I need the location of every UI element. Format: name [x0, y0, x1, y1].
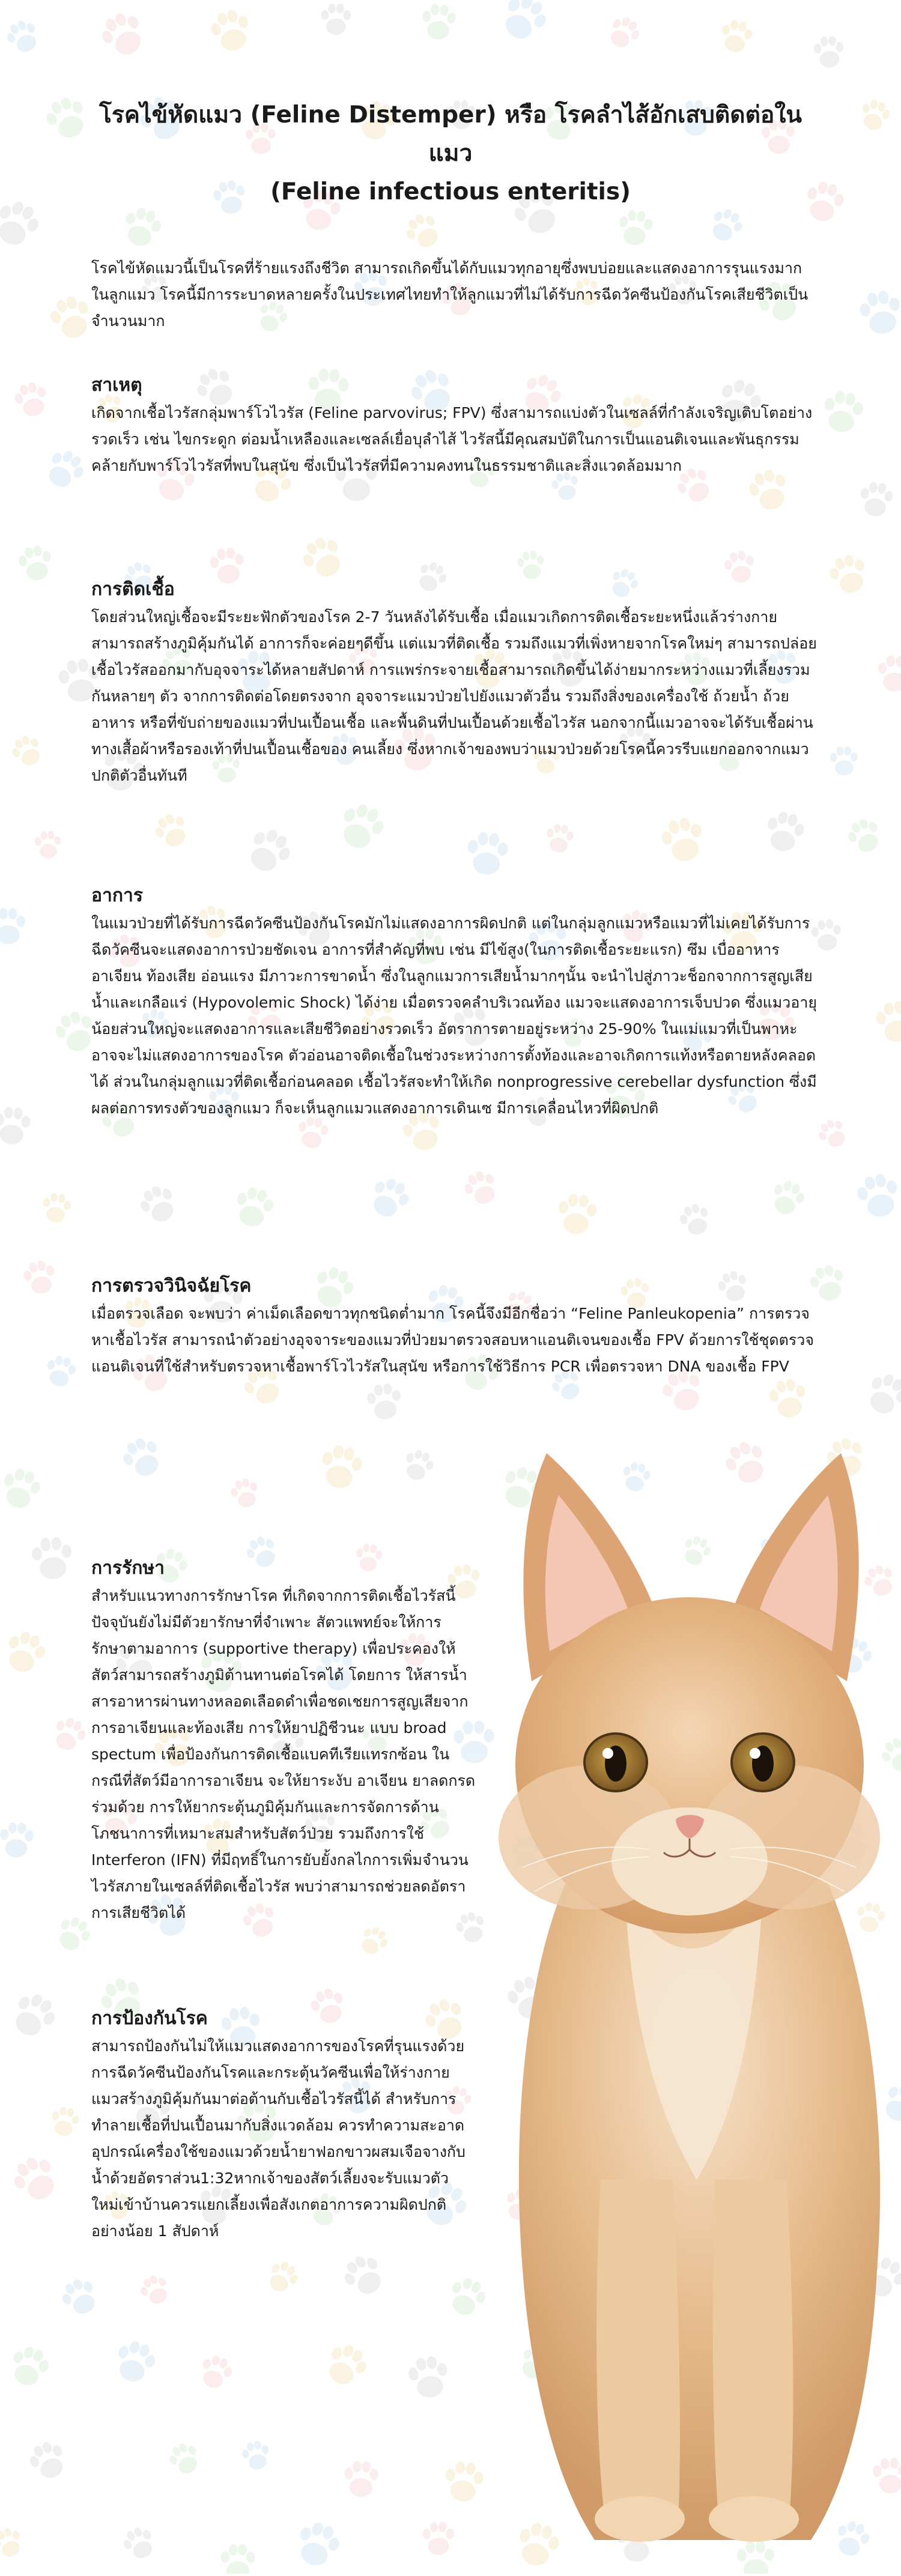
- paw-print-icon: [320, 2339, 372, 2392]
- section-heading: การตรวจวินิจฉัยโรค: [91, 1275, 252, 1296]
- paw-print-icon: [231, 1184, 276, 1230]
- paw-print-icon: [8, 731, 47, 771]
- paw-print-icon: [11, 379, 51, 420]
- paw-print-icon: [877, 655, 901, 692]
- paw-print-icon: [844, 815, 886, 857]
- paw-print-icon: [16, 543, 55, 583]
- paw-print-icon: [767, 1377, 809, 1421]
- paw-print-icon: [0, 908, 25, 944]
- paw-print-icon: [406, 2354, 451, 2400]
- paw-print-icon: [466, 831, 509, 877]
- paw-print-icon: [366, 1382, 404, 1421]
- section-diagnosis: [91, 1273, 819, 1380]
- paw-print-icon: [0, 2524, 26, 2560]
- section-body: สำหรับแนวทางการรักษาโรค ที่เกิดจากการติดเชื้อไวรัสนี้ปัจจุบันยังไม่มีตัวยารักษาที่จำเพาะ สัตวแพทย์จะให้การรักษาตามอาการ (supportive therapy) เพื่อประคองให้สัตว์สามารถสร้างภูมิต้านทานต่อโรคได้ โดยการ ให้สารน้ำสารอาหารผ่านทางหลอดเลือดดำเพื่อชดเชยการสูญเสียจากการอาเจียนและท้องเสีย การให้ยาปฏิชีวนะ แบบ broad spectum เพื่อป้องกันการติดเชื้อแบคทีเรียแทรกซ้อน ในกรณีที่สัตว์มีอาการอาเจียน จะให้ยาระงับ อาเจียน ยาลดกรดร่วมด้วย การให้ยากระตุ้นภูมิคุ้มกันและการจัดการด้านโภชนาการที่เหมาะสมสำหรับสัตว์ป่วย รวมถึงการใช้ Interferon (IFN) ที่มีฤทธิ์ในการยับยั้งกลไกการเพิ่มจำนวนไวรัสภายในเซลล์ที่ติดเชื้อไวรัส พบว่าสามารถช่วยลดอัตราการเสียชีวิตได้: [91, 1587, 476, 1921]
- section-heading: การป้องกันโรค: [91, 2008, 208, 2029]
- paw-print-icon: [858, 480, 894, 518]
- paw-print-icon: [262, 2257, 302, 2297]
- paw-print-icon: [317, 1442, 365, 1492]
- paw-print-icon: [2, 16, 43, 58]
- section-heading: สาเหตุ: [91, 375, 142, 396]
- paw-print-icon: [861, 1368, 901, 1420]
- section-body: เมื่อตรวจเลือด จะพบว่า ค่าเม็ดเลือดขาวทุกชนิดต่ำมาก โรคนี้จึงมีอีกชื่อว่า “Feline Panleukopenia” การตรวจหาเชื้อไวรัส สามารถนำตัวอย่างอุจจาระของแมวที่ป่วยมาตรวจสอบหาแอนติเจนของเชื้อ FPV ด้วยการใช้ชุดตรวจแอนติเจนที่ใช้สำหรับตรวจหาเชื้อพาร์โวไวรัสในสุนัข หรือการใช้วิธีการ PCR เพื่อตรวจหา DNA ของเชื้อ FPV: [91, 1305, 814, 1375]
- paw-print-icon: [460, 1167, 502, 1209]
- paw-print-icon: [0, 1465, 44, 1513]
- paw-print-icon: [321, 4, 351, 35]
- paw-print-icon: [767, 1177, 808, 1219]
- paw-print-icon: [333, 799, 389, 855]
- title-line-2: (Feline infectious enteritis): [270, 178, 631, 205]
- intro-paragraph: โรคไข้หัดแมวนี้เป็นโรคที่ร้ายแรงถึงชีวิต สามารถเกิดขึ้นได้กับแมวทุกอายุซึ่งพบบ่อยและแสดงอาการรุนแรงมากในลูกแมว โรคนี้มีการระบาดหลายครั้งในประเทศไทยทำให้ลูกแมวที่ไม่ได้รับการฉีดวัคซีนป้องกันโรคเสียชีวิตเป็นจำนวนมาก: [91, 259, 808, 330]
- paw-print-icon: [857, 97, 893, 133]
- paw-print-icon: [49, 1714, 89, 1756]
- paw-print-icon: [49, 2105, 81, 2138]
- section-body: เกิดจากเชื้อไวรัสกลุ่มพาร์โวไวรัส (Feline parvovirus; FPV) ซึ่งสามารถแบ่งตัวในเซลล์ที่กำลังเจริญเติบโตอย่างรวดเร็ว เช่น ไขกระดูก ต่อมน้ำเหลืองและเซลล์เยื่อบุลำไส้ ไวรัสนี้มีคุณสมบัติในการเป็นแอนติเจนและพันธุกรรมคล้ายกับพาร์โวไวรัสที่พบในสุนัข ซึ่งเป็นไวรัสที่มีความคงทนในธรรมชาติและสิ่งแวดล้อมมาก: [91, 404, 813, 474]
- paw-print-icon: [165, 2439, 204, 2479]
- kitten-leg-left: [596, 2180, 680, 2528]
- paw-print-icon: [874, 999, 901, 1044]
- paw-print-icon: [118, 1433, 167, 1483]
- paw-print-icon: [41, 1191, 73, 1224]
- paw-print-icon: [228, 1476, 262, 1511]
- paw-print-icon: [658, 814, 708, 865]
- paw-print-icon: [1, 1627, 50, 1678]
- paw-print-icon: [338, 2249, 390, 2302]
- paw-print-icon: [556, 1193, 598, 1236]
- paw-print-icon: [857, 288, 901, 337]
- paw-print-icon: [854, 1171, 901, 1221]
- paw-print-icon: [0, 196, 44, 252]
- paw-print-icon: [0, 1105, 31, 1145]
- paw-print-icon: [120, 2523, 159, 2563]
- paw-print-icon: [207, 7, 254, 55]
- paw-print-icon: [365, 1173, 414, 1224]
- section-infection: [91, 576, 819, 789]
- paw-print-icon: [196, 2352, 235, 2393]
- paw-print-icon: [421, 3, 457, 40]
- section-body: โดยส่วนใหญ่เชื้อจะมีระยะฟักตัวของโรค 2-7 วันหลังได้รับเชื้อ เมื่อแมวเกิดการติดเชื้อระยะหนึ่งแล้วร่างกายสามารถสร้างภูมิคุ้มกันได้ อาการก็จะค่อยๆดีขึ้น แต่แมวที่ติดเชื้อ รวมถึงแมวที่เพิ่งหายจากโรคใหม่ๆ สามารถปล่อยเชื้อไวรัสออกมากับอุจจาระได้หลายสัปดาห์ การแพร่กระจายเชื้อสามารถเกิดขึ้นได้ง่ายมากระหว่างแมวที่เลี้ยงรวมกันหลายๆ ตัว จากการติดต่อโดยตรงจาก อุจจาระแมวป่วยไปยังแมวตัวอื่น รวมถึงสิ่งของเครื่องใช้ ถ้วยน้ำ ถ้วยอาหาร หรือที่ขับถ่ายของแมวที่ปนเปื้อนเชื้อ และพื้นดินที่ปนเปื้อนด้วยเชื้อไวรัส นอกจากนี้แมวอาจจะได้รับเชื้อผ่านทางเสื้อผ้าหรือรองเท้าที่ปนเปื้อนเชื้อของ คนเลี้ยง ซึ่งหากเจ้าของพบว่าแมวป่วยด้วยโรคนี้ควรรีบแยกออกจากแมวปกติตัวอื่นทันที: [91, 608, 817, 784]
- paw-print-icon: [135, 1181, 182, 1228]
- paw-print-icon: [241, 823, 297, 878]
- paw-print-icon: [43, 1353, 78, 1389]
- paw-print-icon: [46, 292, 96, 343]
- article-title: [90, 96, 811, 211]
- paw-print-icon: [617, 209, 654, 247]
- section-cause: [91, 372, 819, 479]
- paw-print-icon: [57, 2274, 103, 2321]
- paw-print-icon: [544, 823, 575, 854]
- title-line-1: โรคไข้หัดแมว (Feline Distemper) หรือ โรคลำไส้อักเสบติดต่อในแมว: [99, 101, 802, 167]
- paw-print-icon: [718, 17, 754, 55]
- paw-print-icon: [676, 1201, 714, 1239]
- paw-print-icon: [25, 2437, 71, 2484]
- paw-print-icon: [830, 746, 858, 776]
- section-body: ในแมวป่วยที่ได้รับการฉีดวัคซีนป้องกันโรคมักไม่แสดงอาการผิดปกติ แต่ในกลุ่มลูกแมวหรือแมวที่ไม่เคยได้รับการฉีดวัคซีนจะแสดงอาการป่วยชัดเจน อาการที่สำคัญที่พบ เช่น มีไข้สูง(ในการติดเชื้อระยะแรก) ซึม เบื่ออาหาร อาเจียน ท้องเสีย อ่อนแรง มีภาวะการขาดน้ำ ซึ่งในลูกแมวการเสียน้ำมากๆนั้น จะนำไปสู่ภาวะช็อกจากการสูญเสียน้ำและเกลือแร่ (Hypovolemic Shock) ได้ง่าย เมื่อตรวจคลำบริเวณท้อง แมวจะแสดงอาการเจ็บปวด ซึ่งแมวอายุน้อยส่วนใหญ่จะแสดงอาการและเสียชีวิตอย่างรวดเร็ว อัตราการตายอยู่ระหว่าง 25-90% ในแม่แมวที่เป็นพาหะอาจจะไม่แสดงอาการของโรค ตัวอ่อนอาจติดเชื้อในช่วงระหว่างการตั้งท้องและอาจเกิดการแท้งหรือตายหลังคลอดได้ ส่วนในกลุ่มลูกแมวที่ติดเชื้อก่อนคลอด เชื้อไวรัสจะทำให้เกิด nonprogressive cerebellar dysfunction ซึ่งมีผลต่อการทรงตัวของลูกแมว ก็จะเห็นลูกแมวแสดงอาการเดินเซ มีการเคลื่อนไหวที่ผิดปกติ: [91, 915, 818, 1117]
- paw-print-icon: [762, 809, 807, 854]
- paw-print-icon: [111, 2337, 159, 2387]
- paw-print-icon: [31, 1536, 74, 1581]
- paw-print-icon: [41, 92, 93, 144]
- paw-print-icon: [291, 2518, 344, 2571]
- paw-print-icon: [240, 2438, 272, 2472]
- paw-print-icon: [422, 2521, 454, 2555]
- section-prevention: [91, 2006, 476, 2245]
- kitten-leg-right: [713, 2180, 793, 2528]
- paw-print-icon: [356, 1922, 392, 1959]
- section-treatment: [91, 1555, 476, 1926]
- section-heading: การติดเชื้อ: [91, 579, 175, 600]
- section-body: สามารถป้องกันไม่ให้แมวแสดงอาการของโรคที่รุนแรงด้วยการฉีดวัคซีนป้องกันโรคและกระตุ้นวัคซีนเพื่อให้ร่างกาย แมวสร้างภูมิคุ้มกันมาต่อต้านกับเชื้อไวรัสนี้ได้ สำหรับการทำลายเชื้อที่ปนเปื้อนมากับสิ่งแวดล้อม ควรทำความสะอาด อุปกรณ์เครื่องใช้ของแมวด้วยน้ำยาฟอกขาวผสมเจือจางกับน้ำด้วยอัตราส่วน1:32หากเจ้าของสัตว์เลี้ยงจะรับแมวตัว ใหม่เข้าบ้านควรแยกเลี้ยงเพื่อสังเกตอาการความผิดปกติอย่างน้อย 1 สัปดาห์: [91, 2037, 466, 2240]
- paw-print-icon: [813, 35, 845, 68]
- paw-print-icon: [52, 1912, 95, 1956]
- paw-print-icon: [344, 2461, 379, 2497]
- paw-print-icon: [6, 2342, 52, 2390]
- paw-print-icon: [151, 809, 193, 853]
- section-heading: อาการ: [91, 885, 143, 906]
- kitten-illustration: [475, 1429, 901, 2574]
- paw-print-icon: [40, 445, 89, 494]
- paw-print-icon: [400, 1447, 437, 1484]
- paw-print-icon: [814, 1115, 851, 1153]
- section-heading: การรักษา: [91, 1558, 165, 1579]
- paw-print-icon: [34, 830, 62, 859]
- paw-print-icon: [7, 2150, 64, 2208]
- paw-print-icon: [826, 551, 872, 598]
- paw-print-icon: [0, 1822, 34, 1858]
- paw-print-icon: [136, 2271, 174, 2309]
- paw-print-icon: [401, 208, 446, 253]
- kitten-image: [475, 1429, 901, 2574]
- paw-print-icon: [96, 7, 150, 62]
- paw-print-icon: [21, 1258, 58, 1296]
- paw-print-icon: [496, 0, 553, 47]
- paw-print-icon: [221, 2544, 255, 2574]
- paw-print-icon: [821, 389, 865, 435]
- paw-print-icon: [604, 12, 644, 53]
- section-symptoms: [91, 883, 819, 1122]
- paw-print-icon: [6, 1988, 61, 2043]
